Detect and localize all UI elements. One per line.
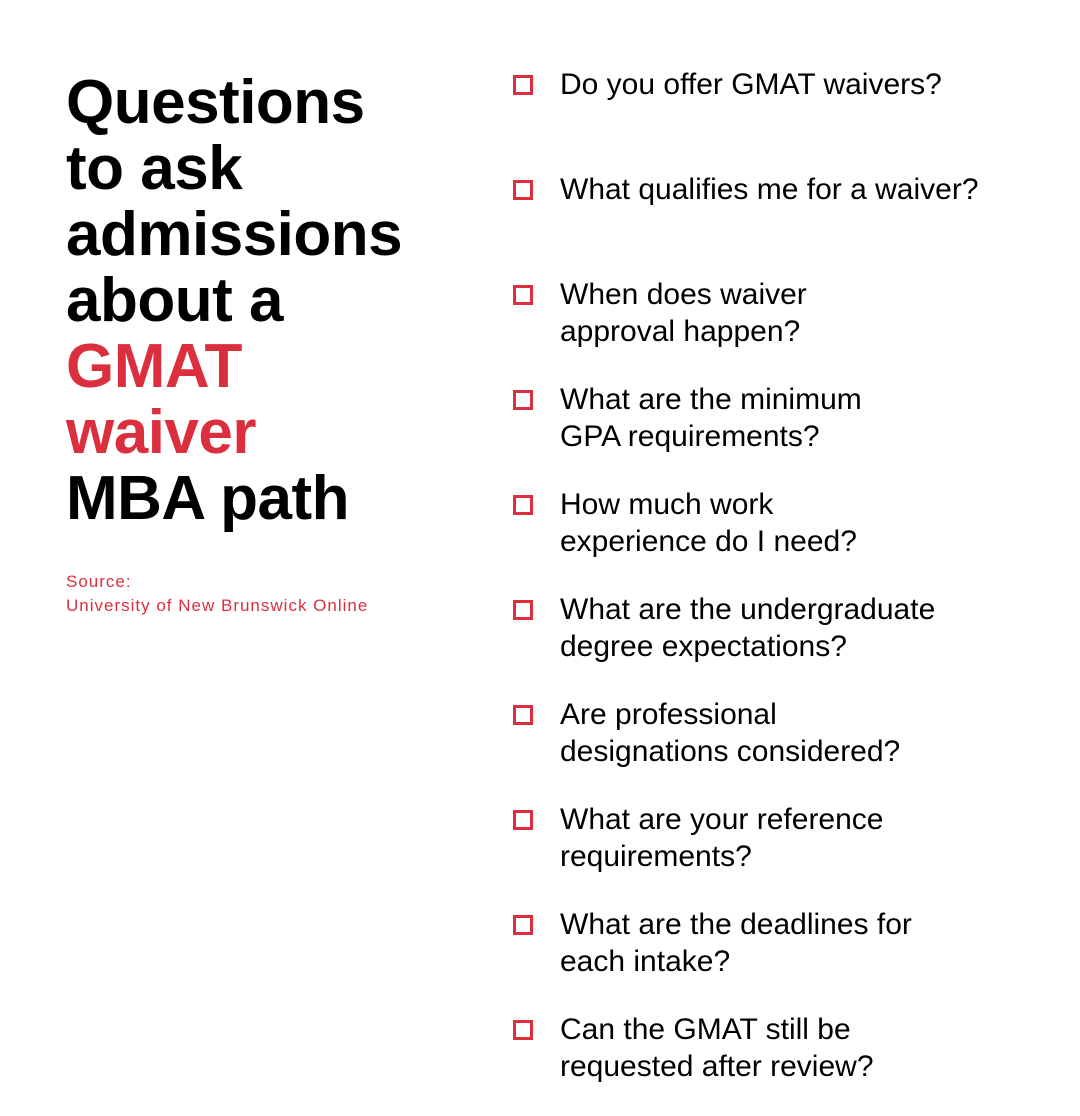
checklist-item [510,696,1050,801]
question-line: What are your reference [560,803,884,836]
question-line: Can the GMAT still be [560,1013,851,1046]
checklist-item [510,906,1050,1011]
question-text [560,66,1050,103]
headline-accent-line: GMAT [66,332,242,401]
question-line: What are the deadlines for [560,908,912,941]
empty-checkbox-icon [513,705,533,725]
question-line: GPA requirements? [560,420,820,453]
checklist-item [510,486,1050,591]
checklist-item [510,66,1050,171]
checklist-item [510,591,1050,696]
checklist-item [510,801,1050,906]
checklist-item [510,171,1050,276]
source-credit [66,570,466,618]
question-line: Are professional [560,698,777,731]
checklist-item [510,381,1050,486]
question-line: approval happen? [560,315,801,348]
question-line: What qualifies me for a waiver? [560,173,979,206]
empty-checkbox-icon [513,915,533,935]
checklist-item [510,1011,1050,1116]
empty-checkbox-icon [513,600,533,620]
headline [66,70,466,532]
source-name: University of New Brunswick Online [66,596,369,615]
headline-line: Questions [66,68,365,137]
empty-checkbox-icon [513,75,533,95]
headline-line: admissions [66,200,403,269]
question-line: What are the undergraduate [560,593,936,626]
question-text [560,696,1050,770]
empty-checkbox-icon [513,1020,533,1040]
empty-checkbox-icon [513,495,533,515]
empty-checkbox-icon [513,285,533,305]
headline-line: about a [66,266,283,335]
question-line: designations considered? [560,735,901,768]
question-text [560,381,1050,455]
question-line: Do you offer GMAT waivers? [560,68,942,101]
checklist-item [510,276,1050,381]
title-panel [66,70,466,618]
question-text [560,591,1050,665]
question-line: When does waiver [560,278,807,311]
question-text [560,906,1050,980]
headline-line: to ask [66,134,243,203]
question-text [560,171,1050,208]
source-label: Source: [66,572,132,591]
question-line: degree expectations? [560,630,847,663]
question-line: What are the minimum [560,383,862,416]
empty-checkbox-icon [513,180,533,200]
question-text [560,276,1050,350]
question-line: How much work [560,488,774,521]
question-checklist [510,66,1050,1116]
question-text [560,1011,1050,1085]
empty-checkbox-icon [513,390,533,410]
question-line: each intake? [560,945,731,978]
question-line: requested after review? [560,1050,874,1083]
headline-accent-line: waiver [66,398,257,467]
question-line: requirements? [560,840,752,873]
empty-checkbox-icon [513,810,533,830]
question-line: experience do I need? [560,525,857,558]
question-text [560,486,1050,560]
headline-line: MBA path [66,464,349,533]
question-text [560,801,1050,875]
